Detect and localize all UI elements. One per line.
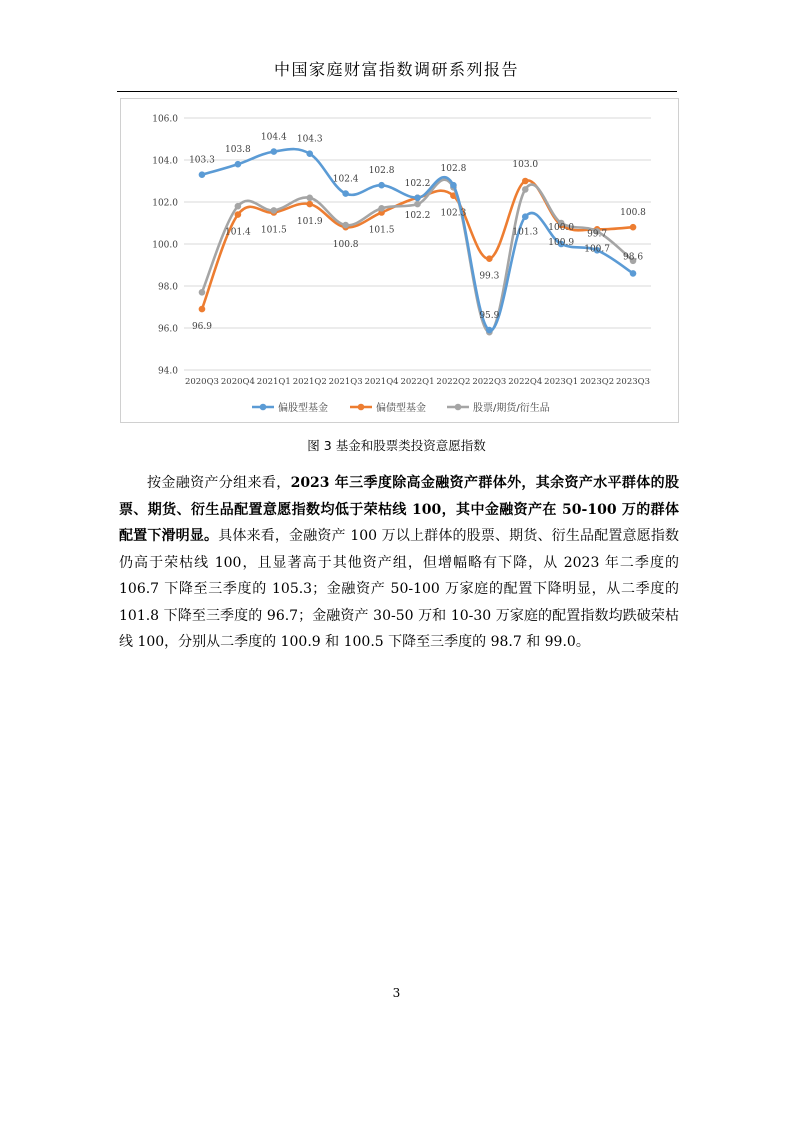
data-point <box>630 270 637 277</box>
y-tick-label: 104.0 <box>152 156 178 167</box>
data-point <box>486 327 493 334</box>
legend-label: 股票/期货/衍生品 <box>473 403 550 414</box>
data-label: 101.9 <box>296 217 323 228</box>
data-point <box>522 186 529 193</box>
figure-caption: 图 3 基金和股票类投资意愿指数 <box>307 438 486 453</box>
legend-marker <box>455 404 462 411</box>
legend-marker <box>260 404 267 411</box>
data-label: 100.7 <box>584 244 610 255</box>
chart-container <box>120 98 679 423</box>
x-tick-label: 2023Q1 <box>544 377 579 387</box>
legend-marker <box>358 404 365 411</box>
legend-label: 偏债型基金 <box>376 403 426 414</box>
paragraph-intro: 按金融资产分组来看， <box>147 475 291 491</box>
data-point <box>486 255 493 262</box>
data-label: 102.2 <box>404 178 431 189</box>
data-label: 103.8 <box>225 145 251 156</box>
data-label: 100.8 <box>332 240 359 251</box>
data-label: 99.3 <box>479 271 500 282</box>
data-point <box>414 201 421 208</box>
y-tick-label: 102.0 <box>152 198 178 209</box>
data-label: 101.3 <box>512 227 539 238</box>
data-label: 104.3 <box>296 134 323 145</box>
data-point <box>271 148 278 155</box>
x-tick-label: 2022Q2 <box>436 377 471 387</box>
data-point <box>235 211 242 218</box>
page-number: 3 <box>392 986 401 1000</box>
data-point <box>522 178 529 185</box>
x-tick-label: 2021Q4 <box>364 377 399 387</box>
running-header-title: 中国家庭财富指数调研系列报告 <box>273 60 519 79</box>
data-point <box>342 222 349 229</box>
body-paragraph <box>119 470 679 656</box>
data-point <box>450 182 457 189</box>
y-tick-label: 106.0 <box>152 114 178 125</box>
x-tick-label: 2021Q2 <box>292 377 327 387</box>
data-point <box>235 161 242 168</box>
data-label: 104.4 <box>260 132 287 143</box>
data-label: 95.9 <box>479 311 500 322</box>
y-tick-label: 96.0 <box>157 324 178 335</box>
y-tick-label: 98.0 <box>157 282 178 293</box>
x-tick-label: 2022Q4 <box>508 377 543 387</box>
paragraph-rest: 具体来看，金融资产 100 万以上群体的股票、期货、衍生品配置意愿指数仍高于荣枯线 100，且显著高于其他资产组，但增幅略有下降，从 2023 年二季度的 106.7 下降至三季度的 105.3；金融资产 50-100 万家庭的配置下降明显，从二季度的 101.8 下降至三季度的 96.7；金融资产 30-50 万和 10-30 万家庭的配置指数均跌破荣枯线 100，分别从二季度的 100.9 和 100.5 下降至三季度的 98.7 和 99.0。 <box>119 528 680 650</box>
data-label: 100.8 <box>620 208 646 219</box>
x-tick-label: 2023Q3 <box>616 377 651 387</box>
x-tick-label: 2023Q2 <box>580 377 615 387</box>
data-point <box>199 306 206 313</box>
x-tick-label: 2021Q1 <box>256 377 291 387</box>
x-tick-label: 2022Q3 <box>472 377 507 387</box>
data-point <box>522 213 529 220</box>
data-point <box>271 207 278 214</box>
y-tick-label: 94.0 <box>157 366 178 377</box>
data-label: 103.3 <box>189 155 215 166</box>
x-tick-label: 2021Q3 <box>328 377 363 387</box>
x-tick-label: 2022Q1 <box>400 377 435 387</box>
data-point <box>378 205 385 212</box>
data-label: 103.0 <box>512 160 539 170</box>
header-rule <box>117 91 677 92</box>
data-point <box>630 224 637 231</box>
data-label: 102.2 <box>404 210 431 221</box>
data-label: 98.6 <box>623 252 644 263</box>
data-point <box>342 190 349 197</box>
legend-label: 偏股型基金 <box>278 403 328 414</box>
data-label: 101.4 <box>225 227 251 238</box>
y-tick-label: 100.0 <box>152 240 178 251</box>
x-tick-label: 2020Q4 <box>220 377 255 387</box>
data-point <box>306 195 313 202</box>
data-point <box>306 201 313 208</box>
data-label: 96.9 <box>191 322 212 333</box>
data-label: 102.8 <box>368 166 395 177</box>
data-point <box>306 150 313 157</box>
x-tick-label: 2020Q3 <box>184 377 219 387</box>
data-point <box>199 171 206 178</box>
data-label: 102.8 <box>440 164 467 175</box>
data-label: 101.5 <box>368 225 395 236</box>
data-point <box>199 289 206 296</box>
data-label: 100.0 <box>548 223 575 233</box>
data-point <box>378 182 385 189</box>
data-label: 102.4 <box>332 174 359 185</box>
data-label: 101.5 <box>260 225 287 236</box>
data-point <box>235 203 242 210</box>
data-label: 99.7 <box>587 229 608 240</box>
paragraph-bold: 2023 年三季度除高金融资产群体外，其余资产水平群体的股票、期货、衍生品配置意愿指数均低于荣枯线 100，其中金融资产在 50-100 万的群体配置下滑明显。 <box>119 475 679 544</box>
line-chart <box>121 99 678 422</box>
data-label: 102.3 <box>440 208 467 219</box>
data-label: 100.9 <box>548 238 575 249</box>
data-point <box>414 195 421 202</box>
